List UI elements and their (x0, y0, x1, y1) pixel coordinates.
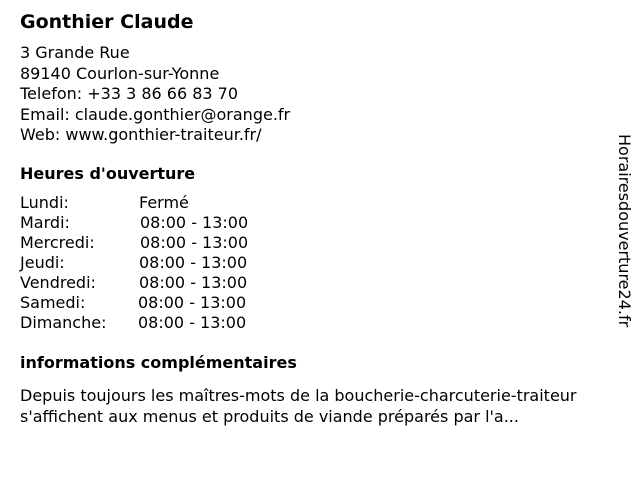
hours-row-mercredi (20, 233, 320, 253)
day-label: Vendredi: (20, 273, 96, 292)
web-line[interactable]: Web: www.gonthier-traiteur.fr/ (20, 125, 262, 144)
info-heading: informations complémentaires (20, 353, 297, 372)
hours-table (20, 193, 320, 333)
hours-value: 08:00 - 13:00 (139, 253, 248, 272)
hours-row-lundi (20, 193, 320, 213)
email-line[interactable]: Email: claude.gonthier@orange.fr (20, 104, 291, 124)
info-description (20, 385, 630, 427)
hours-value: 08:00 - 13:00 (140, 233, 249, 252)
info-line-1: Depuis toujours les maîtres-mots de la boucherie-charcuterie-traiteur (20, 386, 577, 405)
hours-row-dimanche (20, 313, 320, 333)
day-label: Samedi: (20, 293, 86, 312)
hours-heading: Heures d'ouverture (20, 164, 196, 183)
day-label: Mardi: (20, 213, 70, 232)
hours-row-samedi (20, 293, 320, 313)
contact-block (20, 43, 290, 146)
hours-value: 08:00 - 13:00 (138, 293, 247, 312)
site-watermark: Horairesdouverture24.fr (615, 134, 634, 328)
hours-row-jeudi (20, 253, 320, 273)
hours-value: Fermé (139, 193, 189, 212)
hours-value: 08:00 - 13:00 (139, 273, 248, 292)
info-line-2: s'affichent aux menus et produits de viande préparés par l'a... (20, 407, 519, 426)
hours-value: 08:00 - 13:00 (140, 213, 249, 232)
hours-row-vendredi (20, 273, 320, 293)
phone-line[interactable]: Telefon: +33 3 86 66 83 70 (20, 84, 239, 103)
day-label: Dimanche: (20, 313, 107, 332)
address-street: 3 Grande Rue (20, 43, 130, 62)
address-city: 89140 Courlon-sur-Yonne (20, 63, 220, 83)
day-label: Lundi: (20, 193, 69, 212)
hours-row-mardi (20, 213, 320, 233)
hours-value: 08:00 - 13:00 (138, 313, 247, 332)
day-label: Jeudi: (20, 253, 65, 272)
business-name: Gonthier Claude (20, 11, 194, 33)
day-label: Mercredi: (20, 233, 95, 252)
